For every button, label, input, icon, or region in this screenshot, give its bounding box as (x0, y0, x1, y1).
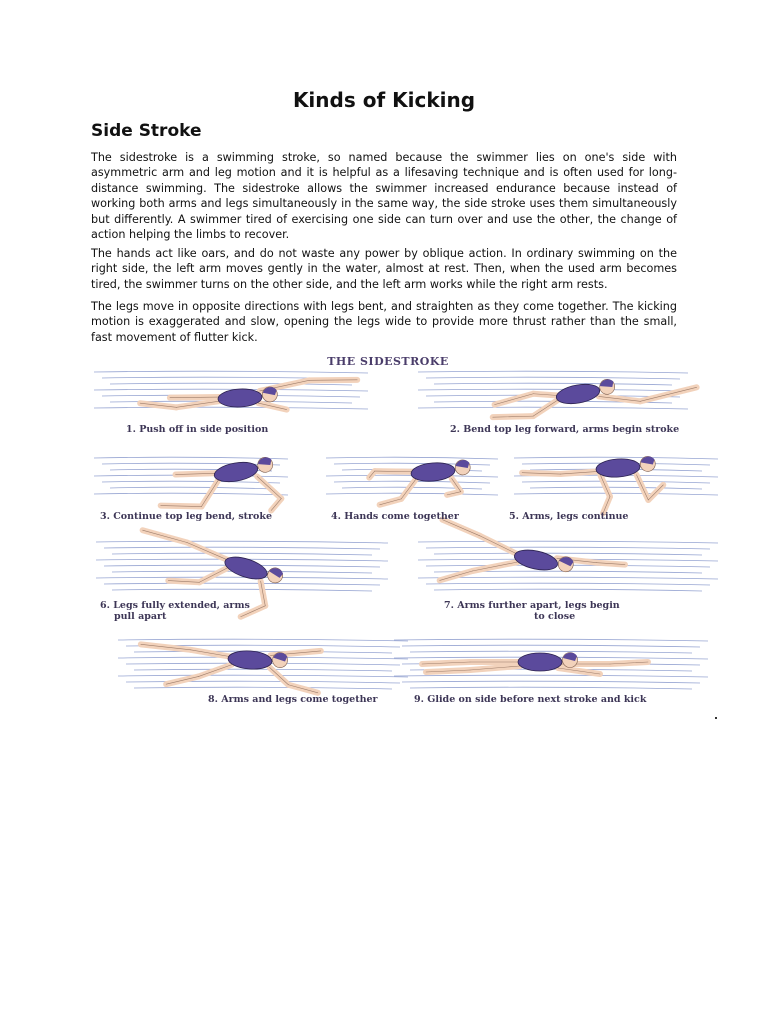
page-title: Kinds of Kicking (292, 88, 476, 112)
water-line (418, 541, 718, 543)
water-line (410, 651, 692, 653)
water-line (112, 589, 372, 591)
water-line (418, 389, 688, 391)
swimsuit (518, 653, 562, 671)
limb-outline (640, 387, 698, 401)
water-line (426, 547, 710, 549)
caption-1: 1. Push off in side position (126, 424, 269, 435)
water-line (434, 589, 702, 591)
water-line (112, 553, 372, 555)
water-line (94, 493, 288, 495)
water-line (522, 481, 710, 483)
caption-8: 8. Arms and legs come together (208, 694, 378, 705)
swimmer (368, 459, 472, 505)
swimmer (490, 364, 698, 427)
swimsuit (218, 388, 263, 408)
caption-5: 5. Arms, legs continue (509, 511, 629, 522)
water-line (134, 687, 392, 689)
swimmer-drawings (88, 350, 728, 722)
water-line (104, 547, 380, 549)
water-line (514, 493, 718, 495)
caption-7: 7. Arms further apart, legs begin (444, 600, 620, 611)
water-line (418, 577, 718, 579)
section-heading: Side Stroke (91, 121, 202, 141)
caption-3: 3. Continue top leg bend, stroke (100, 511, 273, 522)
water-line (326, 493, 498, 495)
water-line (94, 371, 368, 373)
water-line (110, 487, 272, 489)
caption-7b: to close (534, 611, 576, 622)
caption-6: 6. Legs fully extended, arms (100, 600, 250, 611)
water-line (530, 487, 702, 489)
swimmer (138, 638, 321, 694)
water-line (94, 407, 368, 409)
water-line (326, 457, 498, 459)
water-line (96, 541, 388, 543)
swimsuit (513, 547, 560, 574)
water-line (410, 687, 692, 689)
water-line (514, 457, 718, 459)
water-line (434, 383, 672, 385)
paragraph-1: The sidestroke is a swimming stroke, so named because the swimmer lies on one's side with asymmetric arm and leg motion and it is helpful as a lifesaving technique and is often used for long-distance swimming. The sidestroke allows the swimmer increased endurance because instead of working both arms and legs simultaneously in the same way, the side stroke uses them simultaneously but differently. A swimmer tired of exercising one side can turn over and use the other, the change of action helping the limbs to recover. (91, 151, 677, 242)
figure-title: THE SIDESTROKE (327, 355, 449, 368)
water-line (118, 675, 408, 677)
water-line (94, 457, 288, 459)
stray-dot (715, 717, 717, 719)
paragraph-2: The hands act like oars, and do not waste any power by oblique action. In ordinary swimming on the right side, the left arm moves gently in the water, almost at rest. Then, when the used arm becomes tired, the swimmer turns on the other side, and the left arm works while the right arm rests. (91, 247, 677, 291)
water-line (426, 377, 680, 379)
water-line (134, 669, 392, 671)
water-line (394, 639, 708, 641)
water-line (418, 371, 688, 373)
swimsuit (227, 649, 272, 670)
swimmer (422, 653, 648, 675)
limb-outline (600, 475, 610, 498)
water-line (426, 583, 710, 585)
water-line (402, 681, 700, 683)
sidestroke-illustration (88, 350, 728, 722)
caption-2: 2. Bend top leg forward, arms begin stroke (450, 424, 680, 435)
water-line (102, 481, 280, 483)
water-line (104, 583, 380, 585)
water-lines (94, 371, 718, 689)
caption-4: 4. Hands come together (331, 511, 459, 522)
water-line (96, 577, 388, 579)
water-line (434, 553, 702, 555)
water-line (118, 639, 408, 641)
caption-6b: pull apart (114, 611, 167, 622)
water-line (402, 645, 700, 647)
paragraph-3: The legs move in opposite directions with legs bent, and straighten as they come together. The kicking motion is exaggerated and slow, opening the legs wide to provide more thrust rather than the small, fast movement of flutter kick. (91, 300, 677, 344)
swimsuit (555, 381, 601, 406)
water-line (134, 651, 392, 653)
water-line (110, 383, 352, 385)
water-line (394, 675, 708, 677)
caption-9: 9. Glide on side before next stroke and kick (414, 694, 647, 705)
water-line (418, 407, 688, 409)
limb-outline (472, 553, 517, 579)
swimsuit (222, 553, 269, 584)
